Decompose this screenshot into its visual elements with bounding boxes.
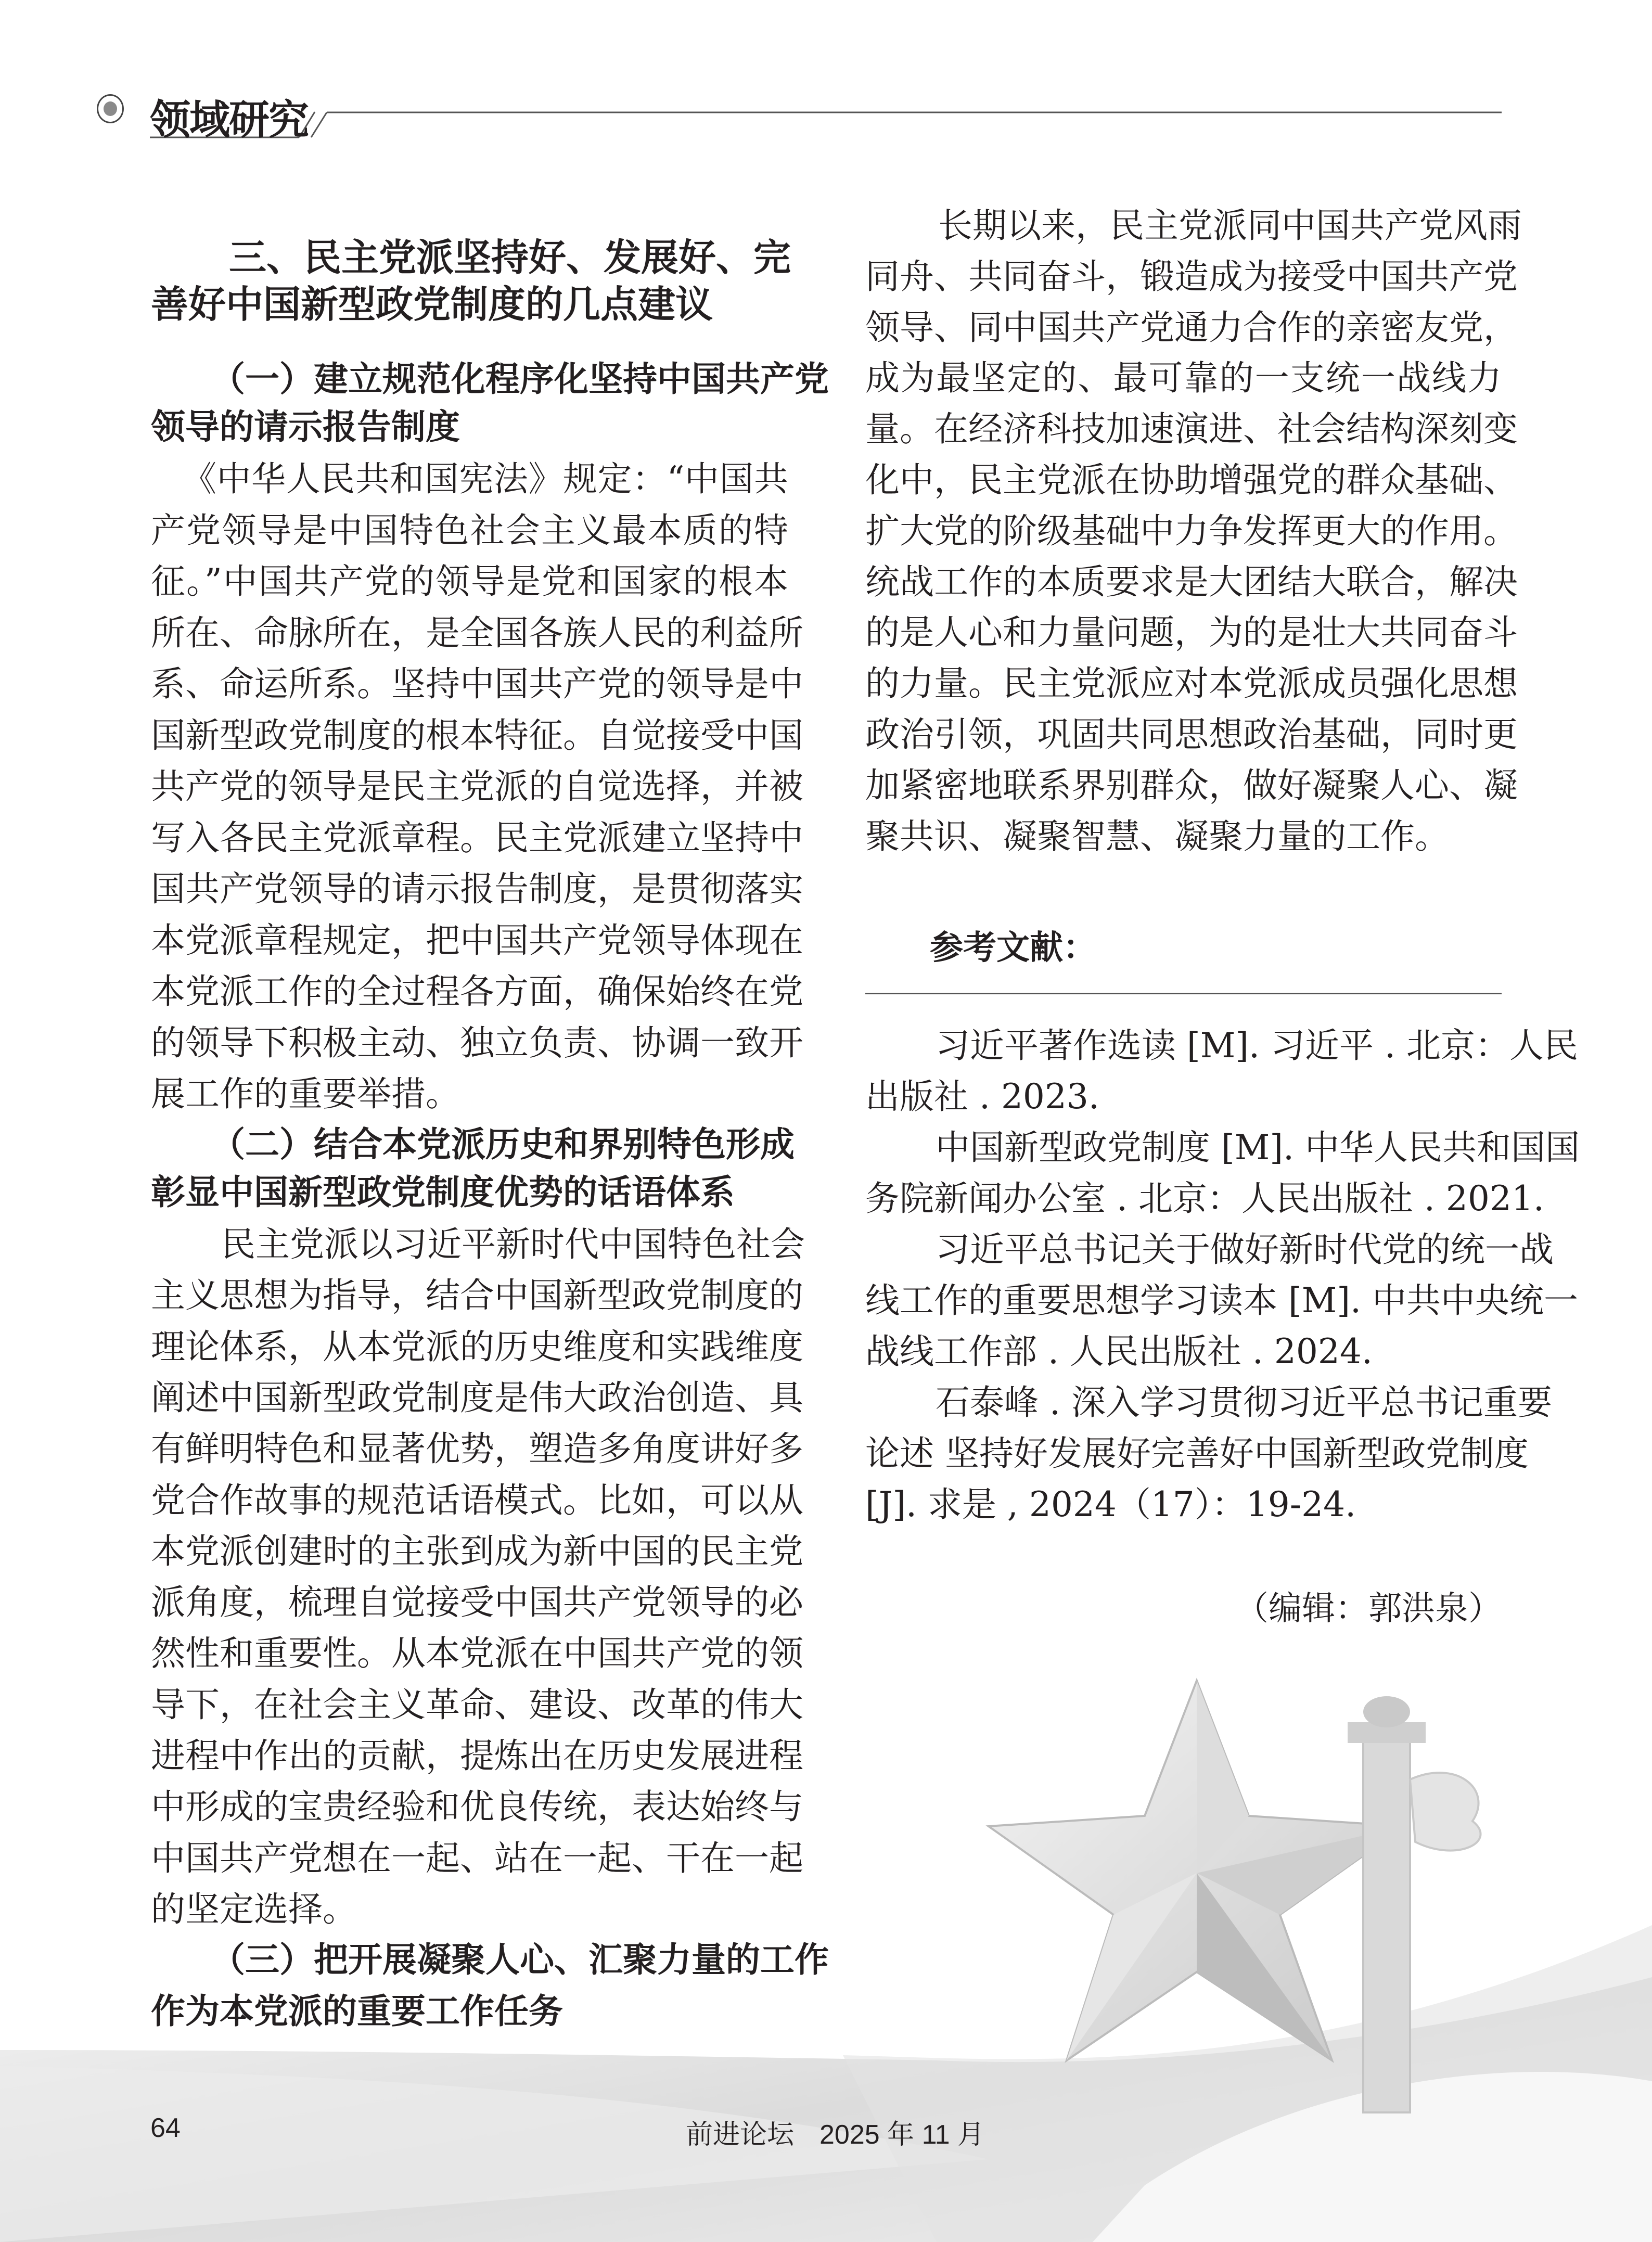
section-bullet-icon: [97, 94, 124, 123]
paragraph-line: 产党领导是中国特色社会主义最本质的特: [151, 510, 788, 550]
reference-line: 石泰峰 . 深入学习贯彻习近平总书记重要: [936, 1382, 1552, 1423]
paragraph-line: 系、命运所系。坚持中国共产党的领导是中: [151, 664, 803, 704]
paragraph-line: 有鲜明特色和显著优势，塑造多角度讲好多: [151, 1429, 803, 1469]
paragraph-line: 展工作的重要举措。: [151, 1074, 460, 1114]
subheading-line: 领导的请示报告制度: [151, 406, 460, 447]
subheading-line: （三）把开展凝聚人心、汇聚力量的工作: [211, 1939, 829, 1980]
reference-line: 习近平著作选读 [M]. 习近平 . 北京：人民: [936, 1026, 1578, 1066]
paragraph-line: 的力量。民主党派应对本党派成员强化思想: [865, 663, 1518, 704]
paragraph-line: 加紧密地联系界别群众，做好凝聚人心、凝: [865, 765, 1518, 805]
paragraph-line: 然性和重要性。从本党派在中国共产党的领: [151, 1633, 803, 1674]
paragraph-line: 国共产党领导的请示报告制度，是贯彻落实: [151, 869, 803, 909]
subheading-line: （一）建立规范化程序化坚持中国共产党: [211, 358, 829, 399]
reference-line: [J]. 求是 , 2024（17）：19-24.: [865, 1484, 1356, 1524]
paragraph-line: 阐述中国新型政党制度是伟大政治创造、具: [151, 1377, 803, 1418]
paragraph-line: 进程中作出的贡献，提炼出在历史发展进程: [151, 1736, 803, 1776]
heading-line: 三、民主党派坚持好、发展好、完: [229, 236, 791, 279]
paragraph-line: 的领导下积极主动、独立负责、协调一致开: [151, 1022, 803, 1063]
paragraph-line: 本党派创建时的主张到成为新中国的民主党: [151, 1531, 803, 1571]
paragraph-line: 同舟、共同奋斗，锻造成为接受中国共产党: [865, 256, 1518, 297]
paragraph-line: 扩大党的阶级基础中力争发挥更大的作用。: [865, 510, 1518, 551]
section-label: 领域研究: [150, 97, 309, 144]
journal-name: 前进论坛: [686, 2120, 795, 2150]
paragraph-line: 政治引领，巩固共同思想政治基础，同时更: [865, 714, 1518, 754]
paragraph-line: 化中，民主党派在协助增强党的群众基础、: [865, 460, 1518, 500]
paragraph-line: 本党派章程规定，把中国共产党领导体现在: [151, 920, 803, 960]
paragraph-line: 共产党的领导是民主党派的自觉选择，并被: [151, 766, 803, 806]
paragraph-line: 长期以来，民主党派同中国共产党风雨: [938, 206, 1522, 246]
reference-line: 战线工作部 . 人民出版社 . 2024.: [865, 1331, 1373, 1372]
paragraph-line: 中国共产党想在一起、站在一起、干在一起: [151, 1838, 803, 1878]
paragraph-line: 国新型政党制度的根本特征。自觉接受中国: [151, 715, 803, 755]
issue-date: 2025 年 11 月: [819, 2120, 985, 2150]
paragraph-line: 主义思想为指导，结合中国新型政党制度的: [151, 1275, 803, 1316]
reference-line: 线工作的重要思想学习读本 [M]. 中共中央统一: [865, 1280, 1579, 1321]
paragraph-line: 的是人心和力量问题，为的是壮大共同奋斗: [865, 612, 1518, 653]
paragraph-line: 量。在经济科技加速演进、社会结构深刻变: [865, 409, 1518, 450]
paragraph-line: 派角度，梳理自觉接受中国共产党领导的必: [151, 1582, 803, 1623]
reference-line: 中国新型政党制度 [M]. 中华人民共和国国: [936, 1128, 1580, 1168]
paragraph-line: 成为最坚定的、最可靠的一支统一战线力: [865, 358, 1502, 399]
paragraph-line: 党合作故事的规范话语模式。比如，可以从: [151, 1480, 803, 1520]
paragraph-line: 统战工作的本质要求是大团结大联合，解决: [865, 561, 1518, 602]
reference-line: 出版社 . 2023.: [865, 1077, 1099, 1117]
subheading-line: 作为本党派的重要工作任务: [151, 1991, 563, 2031]
references-heading: 参考文献：: [930, 929, 1096, 967]
paragraph-line: 《中华人民共和国宪法》规定：“中国共: [182, 459, 788, 499]
paragraph-line: 的坚定选择。: [151, 1889, 357, 1929]
editor-credit: （编辑：郭洪泉）: [1235, 1590, 1502, 1628]
references-divider: [865, 993, 1502, 994]
paragraph-line: 领导、同中国共产党通力合作的亲密友党，: [865, 307, 1518, 348]
reference-line: 务院新闻办公室 . 北京：人民出版社 . 2021.: [865, 1178, 1544, 1219]
subheading-line: 彰显中国新型政党制度优势的话语体系: [151, 1172, 735, 1212]
subheading-line: （二）结合本党派历史和界别特色形成: [211, 1124, 795, 1164]
page-number: 64: [150, 2113, 181, 2143]
paragraph-line: 本党派工作的全过程各方面，确保始终在党: [151, 971, 803, 1011]
reference-line: 论述 坚持好发展好完善好中国新型政党制度: [865, 1433, 1529, 1474]
heading-line: 善好中国新型政党制度的几点建议: [151, 283, 713, 326]
paragraph-line: 理论体系，从本党派的历史维度和实践维度: [151, 1326, 803, 1367]
reference-line: 习近平总书记关于做好新时代党的统一战: [936, 1229, 1554, 1270]
paragraph-line: 写入各民主党派章程。民主党派建立坚持中: [151, 817, 803, 858]
paragraph-line: 中形成的宝贵经验和优良传统，表达始终与: [151, 1787, 803, 1827]
paragraph-line: 民主党派以习近平新时代中国特色社会: [221, 1224, 805, 1264]
paragraph-line: 聚共识、凝聚智慧、凝聚力量的工作。: [865, 816, 1449, 856]
paragraph-line: 导下，在社会主义革命、建设、改革的伟大: [151, 1684, 803, 1725]
paragraph-line: 征。”中国共产党的领导是党和国家的根本: [151, 561, 788, 601]
paragraph-line: 所在、命脉所在，是全国各族人民的利益所: [151, 612, 803, 653]
